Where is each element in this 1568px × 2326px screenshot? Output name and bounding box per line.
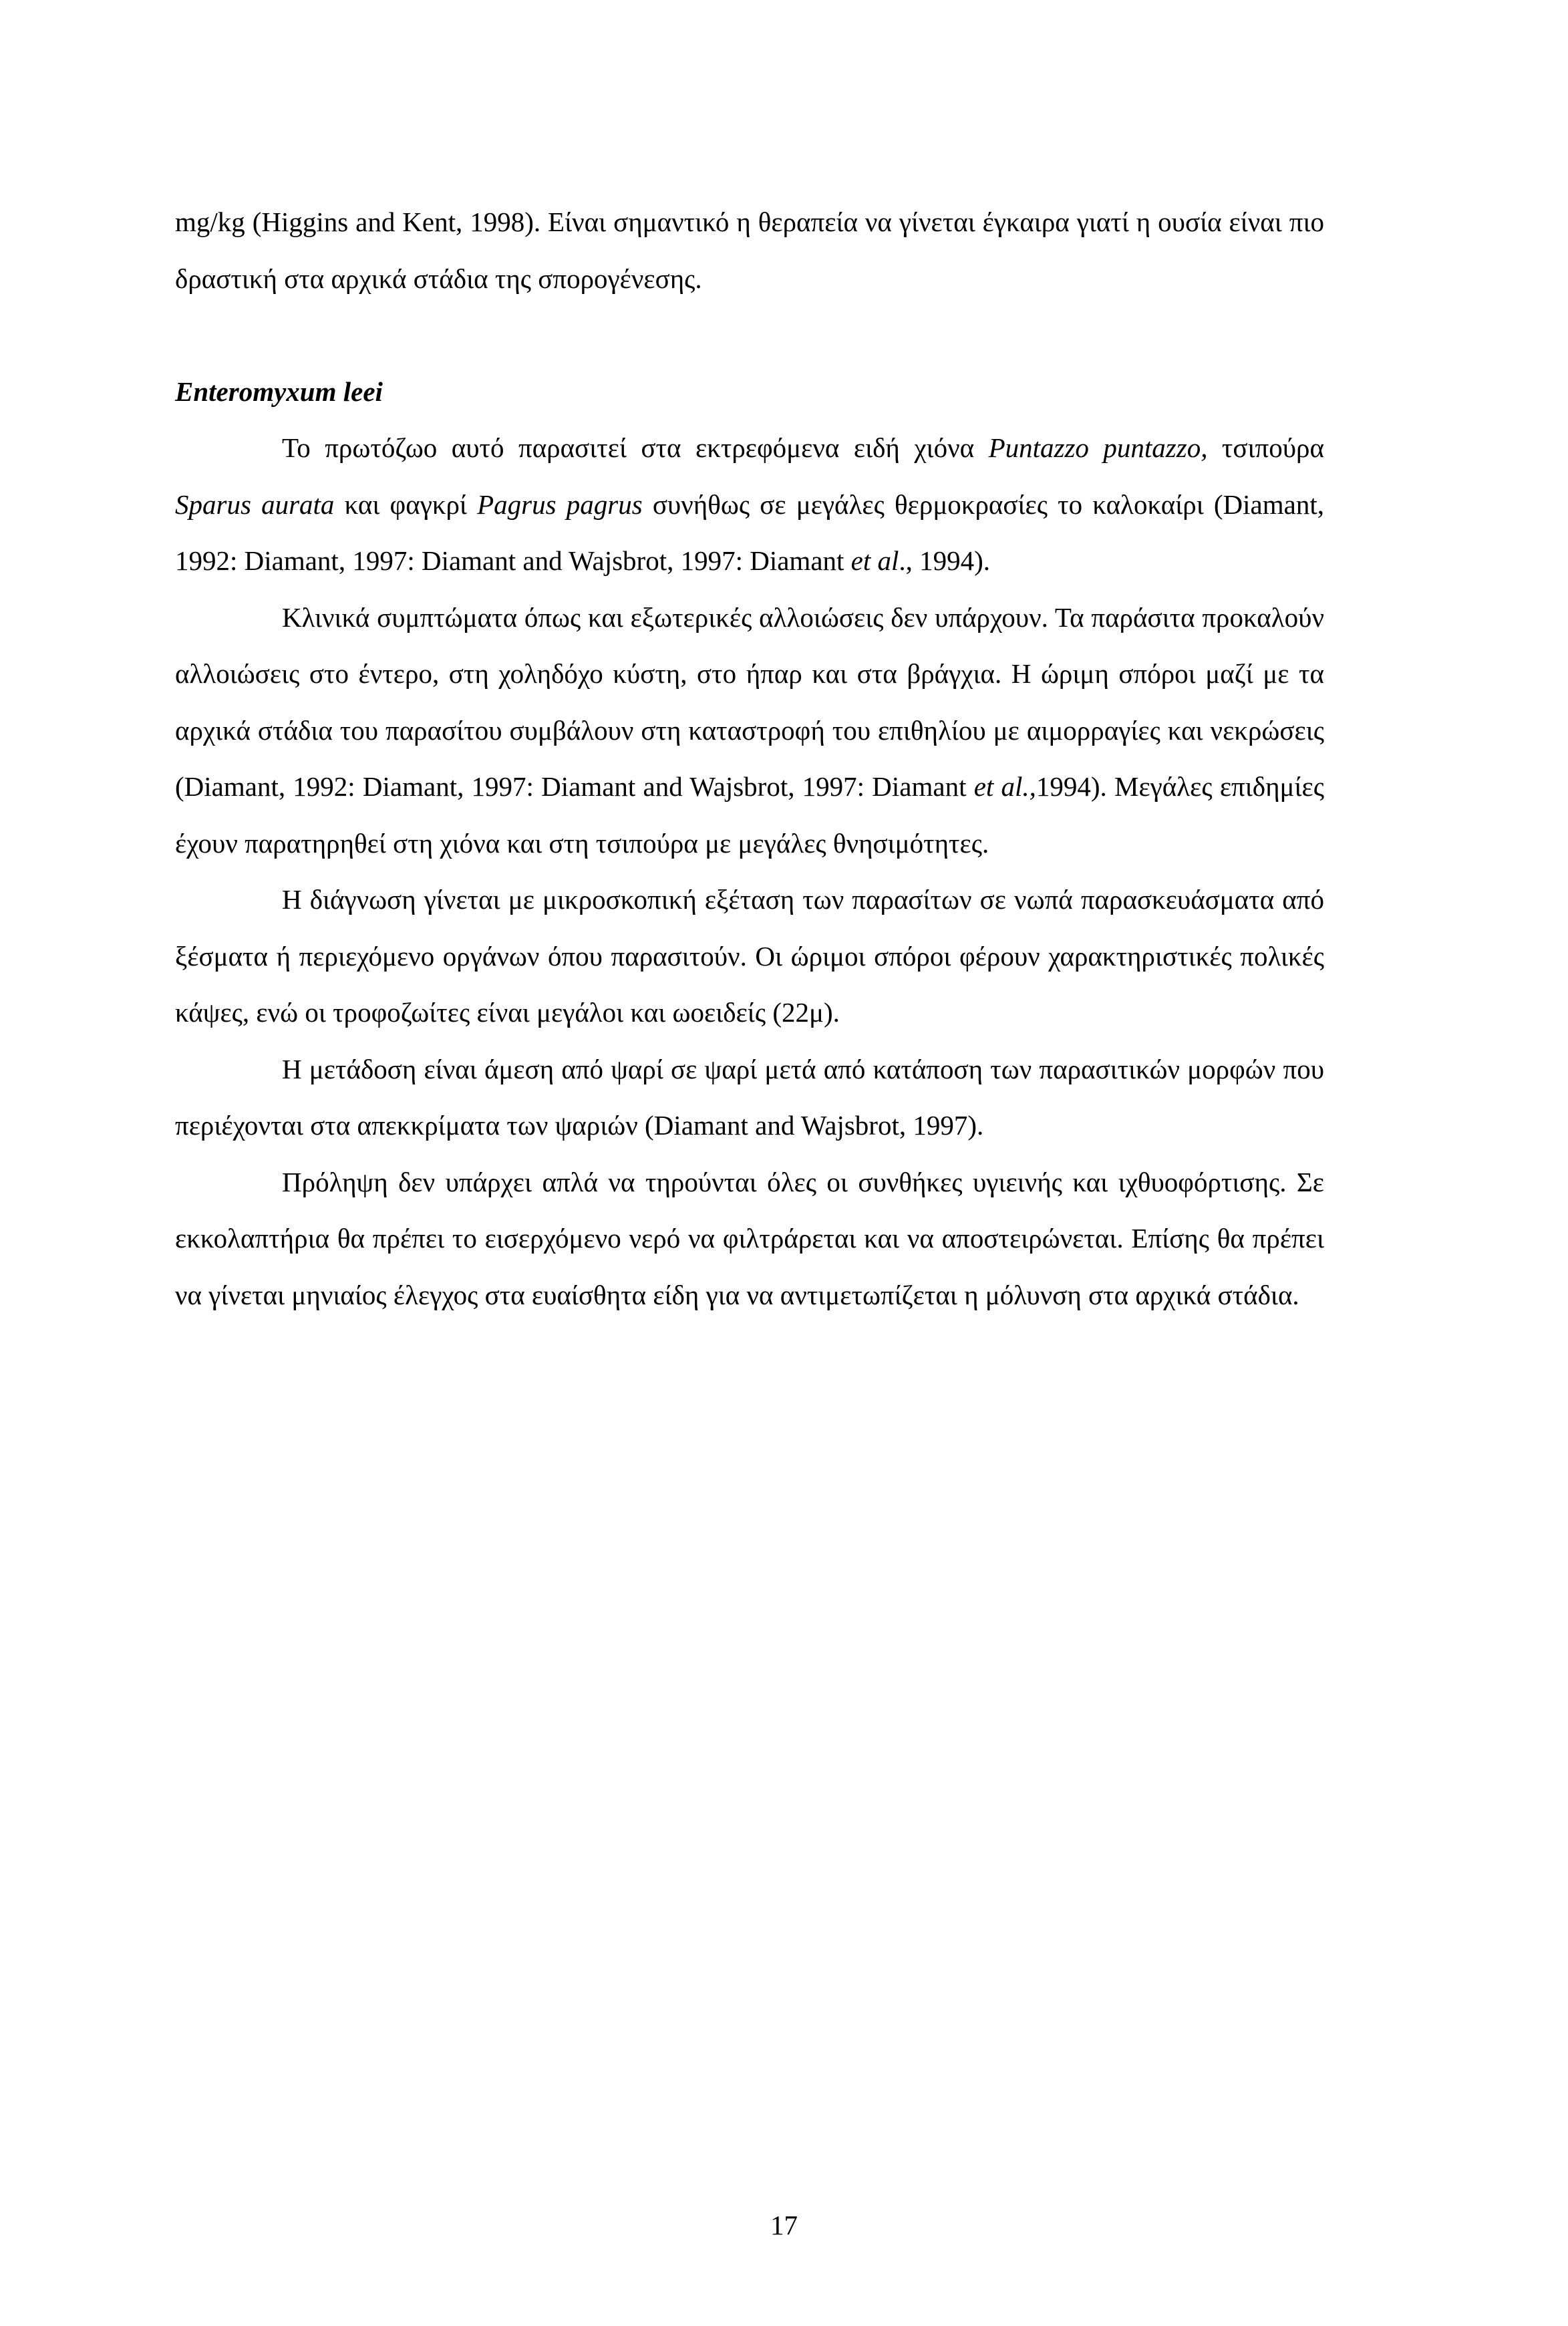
text-run: Κλινικά συμπτώματα όπως και εξωτερικές αλλοιώσεις δεν υπάρχουν. Τα παράσιτα προκαλούν αλλοιώσεις στο έντερο, στη χοληδόχο κύστη, στο ήπαρ και στα βράγχια. Η ώριμη σπόροι μαζί με τα αρχικά στάδια του παρασίτου συμβάλουν στη καταστροφή του επιθηλίου με αιμορραγίες και νεκρώσεις (Diamant, 1992: Diamant, 1997: Diamant and Wajsbrot, 1997: Diamant bbox=[175, 601, 1324, 802]
page-body bbox=[175, 194, 1324, 1323]
citation-et-al: et al bbox=[850, 545, 899, 576]
intro-paragraph: mg/kg (Higgins and Kent, 1998). Είναι σημαντικό η θεραπεία να γίνεται έγκαιρα γιατί η ουσία είναι πιο δραστική στα αρχικά στάδια της σπορογένεσης. bbox=[175, 206, 1324, 294]
citation-et-al: et al., bbox=[973, 771, 1036, 802]
paragraph-diagnosis: Η διάγνωση γίνεται με μικροσκοπική εξέταση των παρασίτων σε νωπά παρασκευάσματα από ξέσματα ή περιεχόμενο οργάνων όπου παρασιτούν. Οι ώριμοι σπόροι φέρουν χαρακτηριστικές πολικές κάψες, ενώ οι τροφοζωίτες είναι μεγάλοι και ωοειδείς (22μ). bbox=[175, 884, 1324, 1028]
species-name: Sparus aurata bbox=[175, 488, 335, 520]
text-run: συνήθως σε μεγάλες θερμοκρασίες το καλοκαίρι (Diamant, 1992: Diamant, 1997: Diamant and Wajsbrot, 1997: Diamant bbox=[175, 488, 1324, 576]
text-run: Το πρωτόζωο αυτό παρασιτεί στα εκτρεφόμενα ειδή χιόνα bbox=[282, 432, 989, 463]
text-run: ., 1994). bbox=[899, 545, 991, 576]
paragraph-clinical-signs bbox=[175, 589, 1324, 872]
section-gap bbox=[175, 307, 1324, 364]
paragraph-transmission: Η μετάδοση είναι άμεση από ψαρί σε ψαρί μετά από κατάποση των παρασιτικών μορφών που περιέχονται στα απεκκρίματα των ψαριών (Diamant and Wajsbrot, 1997). bbox=[175, 1053, 1324, 1141]
page-number: 17 bbox=[770, 2210, 798, 2240]
section-heading: Enteromyxum leei bbox=[175, 376, 383, 407]
species-name: Pagrus pagrus bbox=[477, 488, 643, 520]
text-run: 1994). Μεγάλες επιδημίες έχουν παρατηρηθεί στη χιόνα και στη τσιπούρα με μεγάλες θνησιμότητες. bbox=[175, 771, 1324, 859]
text-run: και φαγκρί bbox=[334, 488, 478, 520]
text-run: τσιπούρα bbox=[1207, 432, 1324, 463]
paragraph-prevention: Πρόληψη δεν υπάρχει απλά να τηρούνται όλες οι συνθήκες υγιεινής και ιχθυοφόρτισης. Σε εκκολαπτήρια θα πρέπει το εισερχόμενο νερό να φιλτράρεται και να αποστειρώνεται. Επίσης θα πρέπει να γίνεται μηνιαίος έλεγχος στα ευαίσθητα είδη για να αντιμετωπίζεται η μόλυνση στα αρχικά στάδια. bbox=[175, 1166, 1324, 1310]
paragraph-host-species bbox=[175, 420, 1324, 589]
species-name: Puntazzo puntazzo, bbox=[988, 432, 1208, 463]
